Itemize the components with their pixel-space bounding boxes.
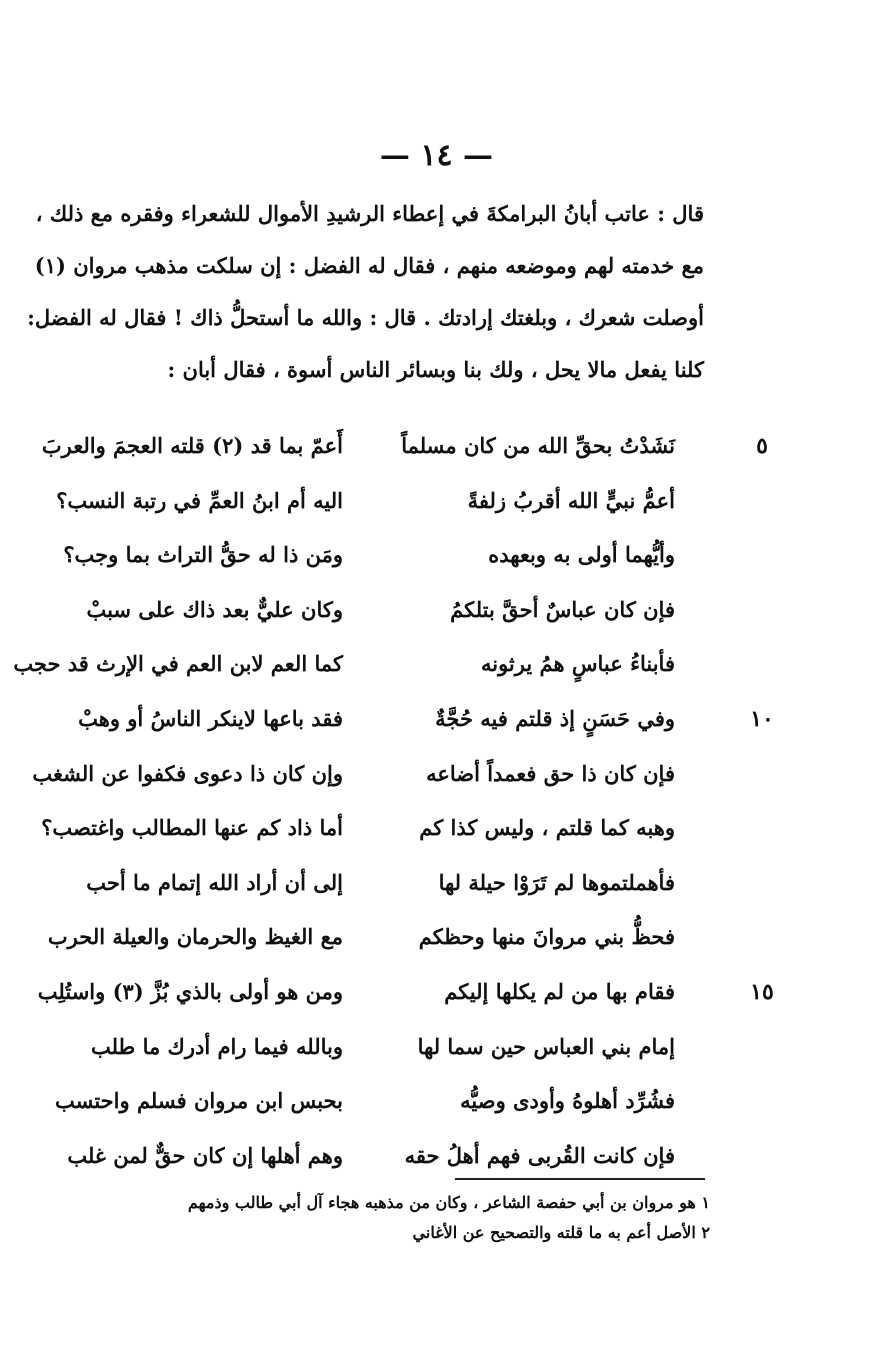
verse-line (0, 1075, 873, 1127)
verse-second-hemistich: وكان عليٌّ بعد ذاك على سببْ (86, 596, 343, 622)
verse-line (0, 748, 873, 800)
verse-second-hemistich: أما ذاد كم عنها المطالب واغتصب؟ (41, 815, 343, 841)
verse-second-hemistich: مع الغيظ والحرمان والعيلة الحرب (47, 924, 343, 950)
verse-first-hemistich: فشُرِّد أهلوهُ وأودى وصيُّه (460, 1088, 675, 1114)
verse-first-hemistich: فحظُّ بني مروانَ منها وحظكم (418, 924, 675, 950)
verse-line (0, 802, 873, 854)
verse-second-hemistich: أَعمّ بما قد (٢) قلته العجمَ والعربَ (41, 433, 343, 458)
verse-first-hemistich: إمام بني العباس حين سما لها (417, 1033, 675, 1059)
verse-second-hemistich: اليه أم ابنُ العمِّ في رتبة النسب؟ (56, 487, 343, 513)
verse-second-hemistich: فقد باعها لاينكر الناسُ أو وهبْ (78, 706, 343, 731)
verse-first-hemistich: أعمُّ نبيٍّ الله أقربُ زلفةً (467, 487, 675, 513)
verse-line (0, 966, 873, 1018)
footnote-divider (455, 1178, 705, 1180)
footnotes (130, 1188, 710, 1248)
verse-line (0, 420, 873, 472)
verse-second-hemistich: كما العم لابن العم في الإرث قد حجب (13, 651, 343, 677)
verse-line (0, 638, 873, 690)
verse-first-hemistich: فإن كانت القُربى فهم أهلُ حقه (404, 1142, 675, 1168)
prose-paragraph (27, 188, 704, 396)
verse-second-hemistich: ومَن ذا له حقُّ التراث بما وجب؟ (63, 542, 343, 568)
verse-second-hemistich: وبالله فيما رام أدرك ما طلب (90, 1033, 343, 1059)
verse-line (0, 1130, 873, 1182)
verse-line (0, 475, 873, 527)
footnote: ٢ الأصل أعم به ما قلته والتصحيح عن الأغاني (412, 1223, 710, 1242)
prose-line: كلنا يفعل مالا يحل ، ولك بنا وبسائر الناس أسوة ، فقال أبان : (167, 357, 704, 382)
verse-line (0, 584, 873, 636)
page-number: — ١٤ — (379, 138, 494, 173)
verse-line (0, 529, 873, 581)
verse-second-hemistich: إلى أن أراد الله إتمام ما أحب (86, 869, 343, 895)
prose-line: أوصلت شعرك ، وبلغتك إرادتك . قال : والله ما أستحلُّ ذاك ! فقال له الفضل: (27, 305, 704, 330)
verse-second-hemistich: ومن هو أولى بالذي بُزَّ (٣) واستُلِب (37, 979, 343, 1004)
line-number: ١٥ (750, 979, 774, 1005)
verse-line (0, 693, 873, 745)
verse-second-hemistich: وإن كان ذا دعوى فكفوا عن الشغب (32, 760, 343, 786)
prose-line: قال : عاتب أبانُ البرامكةَ في إعطاء الرشيدِ الأموال للشعراء وفقره مع ذلك ، (35, 201, 704, 226)
verse-line (0, 1021, 873, 1073)
verse-second-hemistich: بحبس ابن مروان فسلم واحتسب (54, 1088, 343, 1114)
verse-first-hemistich: وفي حَسَنٍ إذ قلتم فيه حُجَّةٌ (435, 706, 675, 731)
line-number: ٥ (756, 433, 768, 459)
footnote: ١ هو مروان بن أبي حفصة الشاعر ، وكان من مذهبه هجاء آل أبي طالب وذمهم (187, 1193, 710, 1212)
verse-second-hemistich: وهم أهلها إن كان حقٌّ لمن غلب (67, 1142, 343, 1168)
verse-first-hemistich: وأيُّهما أولى به وبعهده (488, 542, 675, 568)
verse-first-hemistich: فأبناءُ عباسٍ همُ يرثونه (480, 651, 675, 677)
verse-line (0, 911, 873, 963)
verse-first-hemistich: فقام بها من لم يكلها إليكم (444, 979, 675, 1004)
verse-first-hemistich: نَشَدْتُ بحقِّ الله من كان مسلماً (401, 433, 675, 458)
verse-first-hemistich: فأهملتموها لم تَرَوْا حيلة لها (438, 869, 675, 895)
line-number: ١٠ (750, 706, 774, 732)
verse-line (0, 857, 873, 909)
prose-line: مع خدمته لهم وموضعه منهم ، فقال له الفضل : إن سلكت مذهب مروان (١) (34, 253, 704, 278)
verse-first-hemistich: فإن كان ذا حق فعمداً أضاعه (426, 760, 675, 786)
verse-first-hemistich: فإن كان عباسٌ أحقَّ بتلكمُ (450, 596, 675, 622)
verse-first-hemistich: وهبه كما قلتم ، وليس كذا كم (419, 815, 675, 841)
